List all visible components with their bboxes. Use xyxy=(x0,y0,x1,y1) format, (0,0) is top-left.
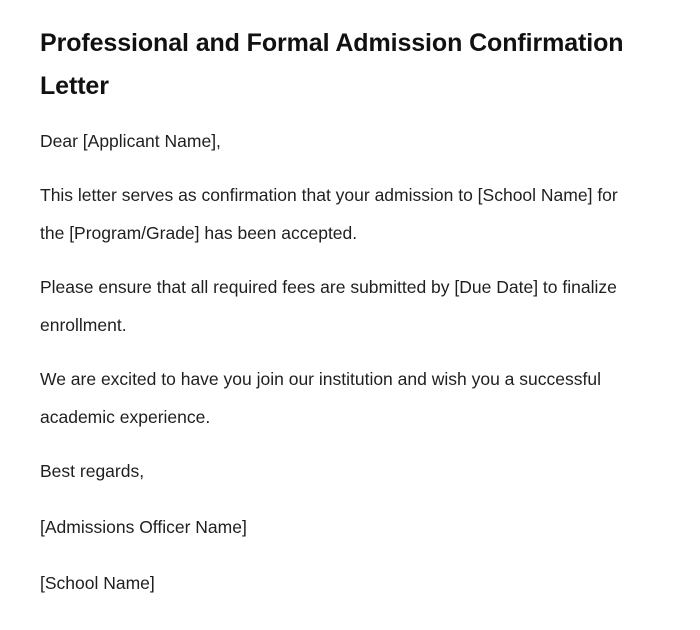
closing-paragraph: Best regards, xyxy=(40,461,145,481)
fees-paragraph: Please ensure that all required fees are submitted by [Due Date] to finalize enrollment. xyxy=(40,277,617,335)
signature-officer-name: [Admissions Officer Name] xyxy=(40,517,247,537)
confirmation-paragraph: This letter serves as confirmation that your admission to [School Name] for the [Program/Grade] has been accepted. xyxy=(40,185,618,243)
welcome-paragraph: We are excited to have you join our institution and wish you a successful academic experience. xyxy=(40,369,601,427)
salutation-paragraph: Dear [Applicant Name], xyxy=(40,131,221,151)
page-title: Professional and Formal Admission Confirmation Letter xyxy=(40,29,624,100)
signature-school-name: [School Name] xyxy=(40,573,155,593)
